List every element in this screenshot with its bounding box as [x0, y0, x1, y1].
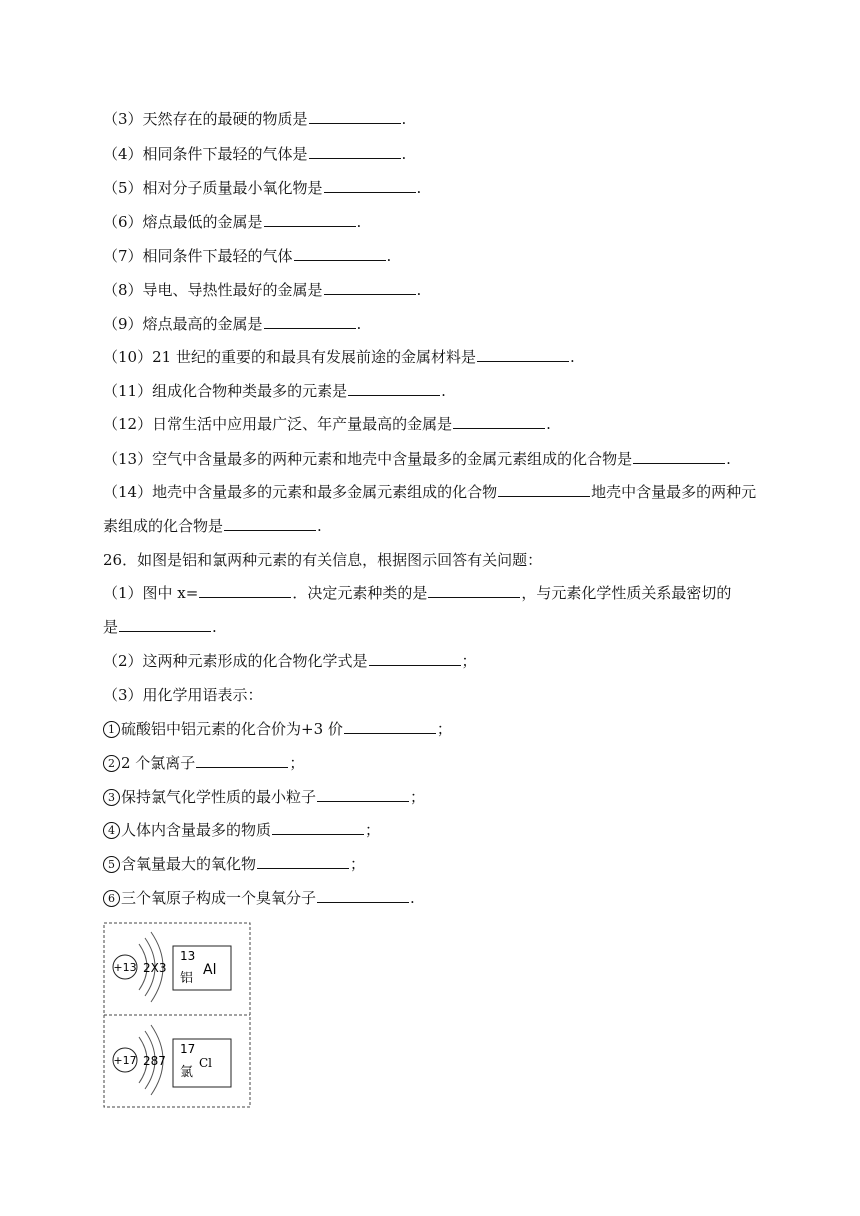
- question-line-8: [103, 280, 421, 300]
- chlorine-nucleus-charge: +17: [113, 1054, 137, 1067]
- punctuation: .: [416, 281, 422, 299]
- answer-blank[interactable]: [317, 888, 409, 903]
- answer-blank[interactable]: [317, 787, 409, 802]
- aluminum-atomic-number: 13: [180, 949, 196, 963]
- question-text: ．决定元素种类的是: [292, 584, 428, 602]
- punctuation: .: [356, 213, 362, 231]
- question-text: 人体内含量最多的物质: [121, 821, 272, 839]
- circled-number: 2: [103, 755, 120, 772]
- question-26-1: [103, 583, 731, 603]
- chlorine-electron-counts: 287: [143, 1054, 166, 1068]
- question-line-5: [103, 178, 421, 198]
- question-text: 含氧量最大的氧化物: [121, 855, 257, 873]
- question-26-title: [103, 550, 542, 570]
- question-text: 26．如图是铝和氯两种元素的有关信息，根据图示回答有关问题：: [103, 551, 543, 569]
- punctuation: .: [401, 145, 407, 163]
- punctuation: .: [410, 889, 415, 907]
- answer-blank[interactable]: [264, 212, 356, 227]
- answer-blank[interactable]: [196, 753, 288, 768]
- chlorine-symbol: Cl: [199, 1056, 213, 1070]
- question-text: 保持氯气化学性质的最小粒子: [121, 788, 317, 806]
- sub-item-2: [103, 753, 304, 773]
- question-line-14: [103, 482, 756, 502]
- punctuation: ；: [436, 720, 452, 738]
- question-text: 三个氧原子构成一个臭氧分子: [121, 889, 317, 907]
- sub-item-5: [103, 854, 365, 874]
- question-line-6: [103, 212, 361, 232]
- question-text: （2）这两种元素形成的化合物化学式是: [103, 652, 368, 670]
- circled-number: 5: [103, 856, 120, 873]
- question-text: 是: [103, 618, 119, 636]
- punctuation: .: [726, 450, 731, 468]
- answer-blank[interactable]: [294, 246, 386, 261]
- chlorine-name: 氯: [180, 1065, 194, 1080]
- question-text: （4）相同条件下最轻的气体是: [103, 145, 308, 163]
- question-text: （14）地壳中含量最多的元素和最多金属元素组成的化合物: [103, 483, 498, 501]
- question-text: （13）空气中含量最多的两种元素和地壳中含量最多的金属元素组成的化合物是: [103, 450, 633, 468]
- question-26-1-cont: [103, 617, 217, 637]
- punctuation: .: [401, 110, 407, 128]
- question-text: 地壳中含量最多的两种元: [591, 483, 757, 501]
- punctuation: .: [546, 415, 551, 433]
- question-text: （8）导电、导热性最好的金属是: [103, 281, 323, 299]
- question-26-2: [103, 651, 477, 671]
- answer-blank[interactable]: [199, 583, 291, 598]
- punctuation: ；: [289, 754, 305, 772]
- question-line-13: [103, 449, 731, 469]
- circled-number: 6: [103, 890, 120, 907]
- answer-blank[interactable]: [428, 583, 520, 598]
- question-26-3: [103, 685, 263, 705]
- answer-blank[interactable]: [348, 381, 440, 396]
- answer-blank[interactable]: [498, 482, 590, 497]
- answer-blank[interactable]: [257, 854, 349, 869]
- question-text: （5）相对分子质量最小氧化物是: [103, 179, 323, 197]
- circled-number: 1: [103, 721, 120, 738]
- question-text: ，与元素化学性质关系最密切的: [521, 584, 732, 602]
- punctuation: .: [441, 382, 446, 400]
- circled-number: 3: [103, 789, 120, 806]
- answer-blank[interactable]: [477, 347, 569, 362]
- question-line-9: [103, 314, 361, 334]
- question-text: 硫酸铝中铝元素的化合价为+3 价: [121, 720, 343, 738]
- question-text: （3）用化学用语表示：: [103, 686, 263, 704]
- punctuation: .: [416, 179, 422, 197]
- punctuation: .: [356, 315, 362, 333]
- question-text: （1）图中 x=: [103, 584, 199, 602]
- question-line-11: [103, 381, 446, 401]
- punctuation: .: [212, 618, 217, 636]
- answer-blank[interactable]: [633, 449, 725, 464]
- question-line-4: [103, 144, 406, 164]
- question-text: 2 个氯离子: [121, 754, 196, 772]
- aluminum-name: 铝: [180, 971, 194, 986]
- answer-blank[interactable]: [453, 414, 545, 429]
- sub-item-4: [103, 820, 380, 840]
- answer-blank[interactable]: [324, 280, 416, 295]
- sub-item-1: [103, 719, 452, 739]
- question-text: （11）组成化合物种类最多的元素是: [103, 382, 348, 400]
- question-line-12: [103, 414, 551, 434]
- answer-blank[interactable]: [272, 820, 364, 835]
- answer-blank[interactable]: [309, 144, 401, 159]
- answer-blank[interactable]: [224, 516, 316, 531]
- chlorine-atomic-number: 17: [180, 1042, 196, 1056]
- punctuation: ；: [350, 855, 366, 873]
- aluminum-atom-diagram: [113, 932, 231, 1002]
- question-line-10: [103, 347, 575, 367]
- punctuation: ；: [461, 652, 477, 670]
- answer-blank[interactable]: [119, 617, 211, 632]
- punctuation: .: [317, 517, 322, 535]
- question-text: 素组成的化合物是: [103, 517, 224, 535]
- punctuation: .: [569, 348, 575, 366]
- punctuation: ；: [410, 788, 426, 806]
- punctuation: ；: [365, 821, 381, 839]
- answer-blank[interactable]: [369, 651, 461, 666]
- question-text: （10）21 世纪的重要的和最具有发展前途的金属材料是: [103, 348, 476, 366]
- answer-blank[interactable]: [264, 314, 356, 329]
- question-line-14-cont: [103, 516, 322, 536]
- question-text: （7）相同条件下最轻的气体: [103, 247, 293, 265]
- question-text: （9）熔点最高的金属是: [103, 315, 263, 333]
- question-line-7: [103, 246, 391, 266]
- chlorine-atom-diagram: [113, 1025, 231, 1095]
- aluminum-symbol: Al: [203, 962, 217, 978]
- punctuation: .: [386, 247, 392, 265]
- question-text: （6）熔点最低的金属是: [103, 213, 263, 231]
- circled-number: 4: [103, 822, 120, 839]
- answer-blank[interactable]: [324, 178, 416, 193]
- question-text: （12）日常生活中应用最广泛、年产量最高的金属是: [103, 415, 453, 433]
- question-line-3: [103, 109, 406, 129]
- aluminum-electron-counts: 2X3: [143, 961, 167, 975]
- answer-blank[interactable]: [344, 719, 436, 734]
- question-text: （3）天然存在的最硬的物质是: [103, 110, 308, 128]
- sub-item-6: [103, 888, 415, 908]
- element-diagram: [103, 922, 251, 1108]
- sub-item-3: [103, 787, 425, 807]
- aluminum-nucleus-charge: +13: [113, 961, 137, 974]
- answer-blank[interactable]: [309, 109, 401, 124]
